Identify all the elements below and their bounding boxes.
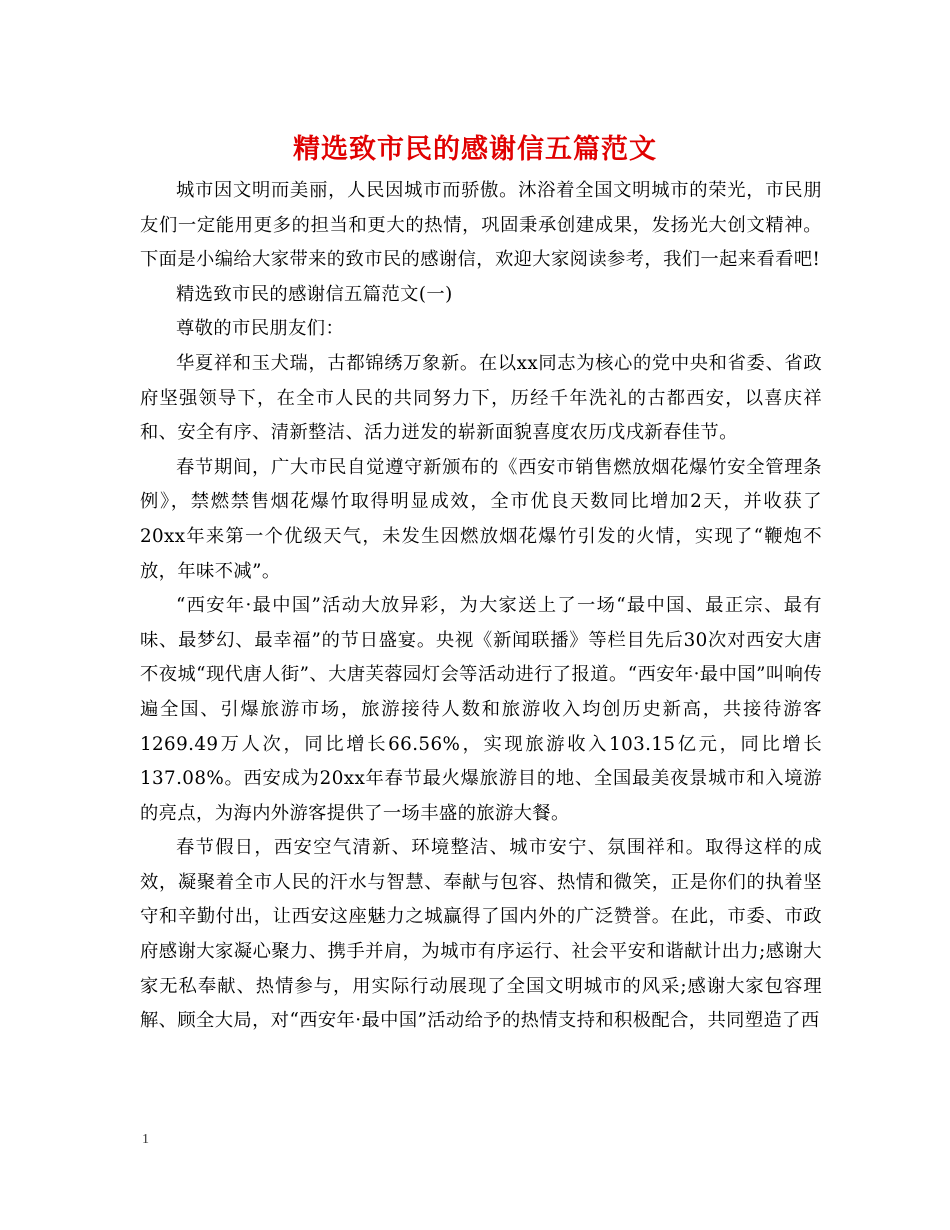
section-heading: 精选致市民的感谢信五篇范文(一) [176,283,453,305]
body-paragraph: 春节假日，西安空气清新、环境整洁、城市安宁、氛围祥和。取得这样的成效，凝聚着全市人民的汗水与智慧、奉献与包容、热情和微笑，正是你们的执着坚守和辛勤付出，让西安这座魅力之城赢得了国内外的广泛赞誉。在此，市委、市政府感谢大家凝心聚力、携手并肩，为城市有序运行、社会平安和谐献计出力;感谢大家无私奉献、热情参与，用实际行动展现了全国文明城市的风采;感谢大家包容理解、顾全大局，对“西安年·最中国”活动给予的热情支持和积极配合，共同塑造了西 [140,837,822,1032]
document-body [140,174,822,1039]
salutation: 尊敬的市民朋友们： [176,318,345,340]
document-title: 精选致市民的感谢信五篇范文 [293,134,657,165]
body-paragraph: 华夏祥和玉犬瑞，古都锦绣万象新。在以xx同志为核心的党中央和省委、省政府坚强领导下，在全市人民的共同努力下，历经千年洗礼的古都西安，以喜庆祥和、安全有序、清新整洁、活力迸发的崭新面貌喜度农历戊戌新春佳节。 [140,352,822,444]
page-number: 1 [142,1132,149,1147]
body-paragraph: 春节期间，广大市民自觉遵守新颁布的《西安市销售燃放烟花爆竹安全管理条例》，禁燃禁售烟花爆竹取得明显成效，全市优良天数同比增加2天，并收获了20xx年来第一个优级天气，未发生因燃放烟花爆竹引发的火情，实现了“鞭炮不放，年味不减”。 [140,456,822,582]
body-paragraph: “西安年·最中国”活动大放异彩，为大家送上了一场“最中国、最正宗、最有味、最梦幻、最幸福”的节日盛宴。央视《新闻联播》等栏目先后30次对西安大唐不夜城“现代唐人街”、大唐芙蓉园灯会等活动进行了报道。“西安年·最中国”叫响传遍全国、引爆旅游市场，旅游接待人数和旅游收入均创历史新高，共接待游客1269.49万人次，同比增长66.56%，实现旅游收入103.15亿元，同比增长137.08%。西安成为20xx年春节最火爆旅游目的地、全国最美夜景城市和入境游的亮点，为海内外游客提供了一场丰盛的旅游大餐。 [140,595,822,824]
intro-paragraph: 城市因文明而美丽，人民因城市而骄傲。沐浴着全国文明城市的荣光，市民朋友们一定能用更多的担当和更大的热情，巩固秉承创建成果，发扬光大创文精神。下面是小编给大家带来的致市民的感谢信，欢迎大家阅读参考，我们一起来看看吧! [140,180,822,271]
